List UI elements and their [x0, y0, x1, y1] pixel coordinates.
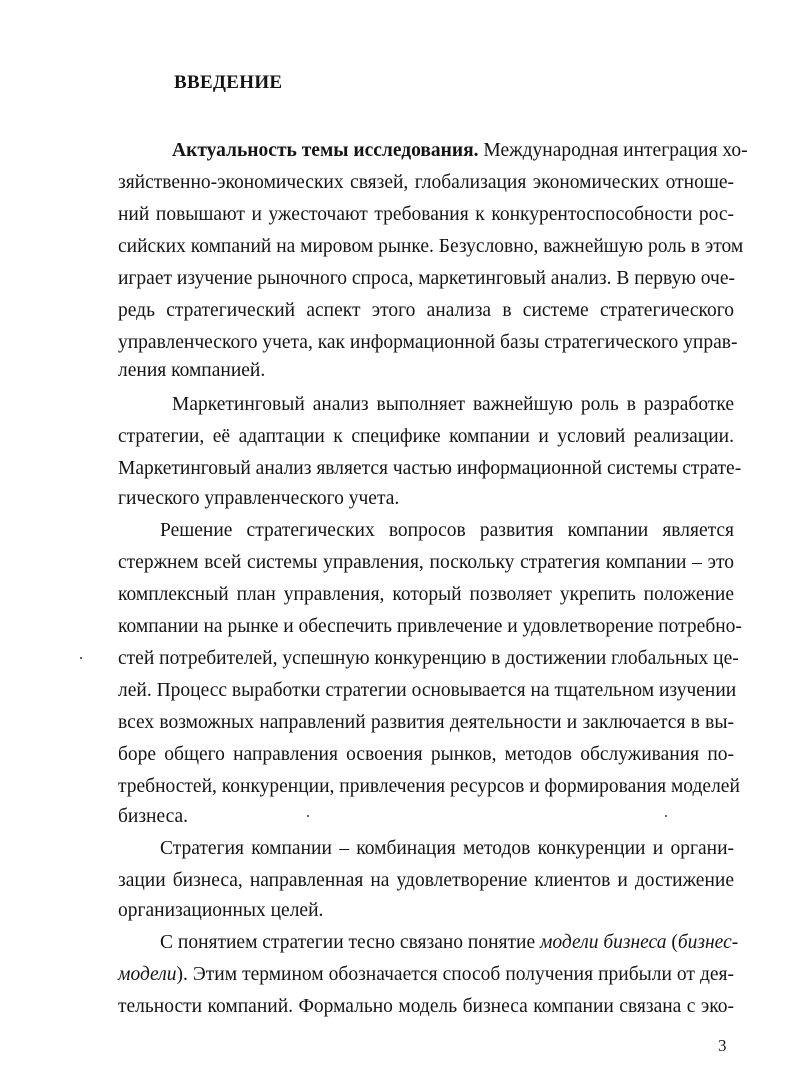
paragraph-line: управленческого учета, как информационной базы стратегического управ- [118, 332, 738, 353]
paragraph-line: тельности компаний. Формально модель бизнеса компании связана с эко- [118, 996, 734, 1017]
italic-term: модели бизнеса [539, 932, 667, 953]
scan-speck [80, 657, 82, 659]
text-run: ( [666, 932, 678, 953]
paragraph-line [172, 138, 748, 164]
paragraph-line: ний повышают и ужесточают требования к конкурентоспособности рос- [118, 204, 734, 225]
scan-speck [307, 815, 309, 817]
paragraph-line: сийских компаний на мировом рынке. Безусловно, важнейшую роль в этом [118, 236, 744, 257]
paragraph-line: Решение стратегических вопросов развития компании является [160, 520, 734, 541]
italic-term: бизнес- [677, 932, 739, 953]
page-number: 3 [718, 1036, 727, 1055]
paragraph-line: Маркетинговый анализ выполняет важнейшую роль в разработке [172, 394, 734, 415]
paragraph-line: Стратегия компании – комбинация методов конкуренции и органи- [160, 838, 734, 859]
paragraph-line: боре общего направления освоения рынков, методов обслуживания по- [118, 744, 734, 765]
paragraph-line: зации бизнеса, направленная на удовлетворение клиентов и достижение [118, 870, 734, 891]
scan-speck [665, 815, 667, 817]
paragraph-line: редь стратегический аспект этого анализа в системе стратегического [118, 300, 734, 321]
paragraph-line [160, 930, 739, 956]
paragraph-line: Маркетинговый анализ является частью информационной системы страте- [118, 458, 742, 479]
italic-term: модели [118, 964, 177, 985]
text-run: Международная интеграция хо- [478, 140, 748, 161]
paragraph-line: стержнем всей системы управления, поскольку стратегия компании – это [118, 552, 734, 573]
paragraph-line [118, 962, 734, 988]
paragraph-line: организационных целей. [118, 900, 324, 921]
paragraph-line: бизнеса. [118, 806, 189, 827]
paragraph-line: зяйственно-экономических связей, глобализация экономических отноше- [118, 172, 734, 193]
paragraph-line: комплексный план управления, который позволяет укрепить положение [118, 584, 734, 605]
paragraph-line: играет изучение рыночного спроса, маркетинговый анализ. В первую оче- [118, 268, 735, 289]
bold-lead-in: Актуальность темы исследования. [172, 140, 479, 161]
paragraph-line: гического управленческого учета. [118, 488, 400, 509]
paragraph-line: ления компанией. [118, 360, 266, 381]
paragraph-line: всех возможных направлений развития деятельности и заключается в вы- [118, 712, 734, 733]
text-run: С понятием стратегии тесно связано понятие [160, 932, 540, 953]
section-heading: ВВЕДЕНИЕ [174, 72, 283, 93]
paragraph-line: требностей, конкуренции, привлечения ресурсов и формирования моделей [118, 776, 740, 797]
paragraph-line: стратегии, её адаптации к специфике компании и условий реализации. [118, 426, 734, 447]
paragraph-line: лей. Процесс выработки стратегии основывается на тщательном изучении [118, 680, 737, 701]
paragraph-line: компании на рынке и обеспечить привлечение и удовлетворение потребно- [118, 616, 742, 637]
paragraph-line: стей потребителей, успешную конкуренцию в достижении глобальных це- [118, 648, 739, 669]
text-run: ). Этим термином обозначается способ получения прибыли от дея- [176, 964, 734, 985]
